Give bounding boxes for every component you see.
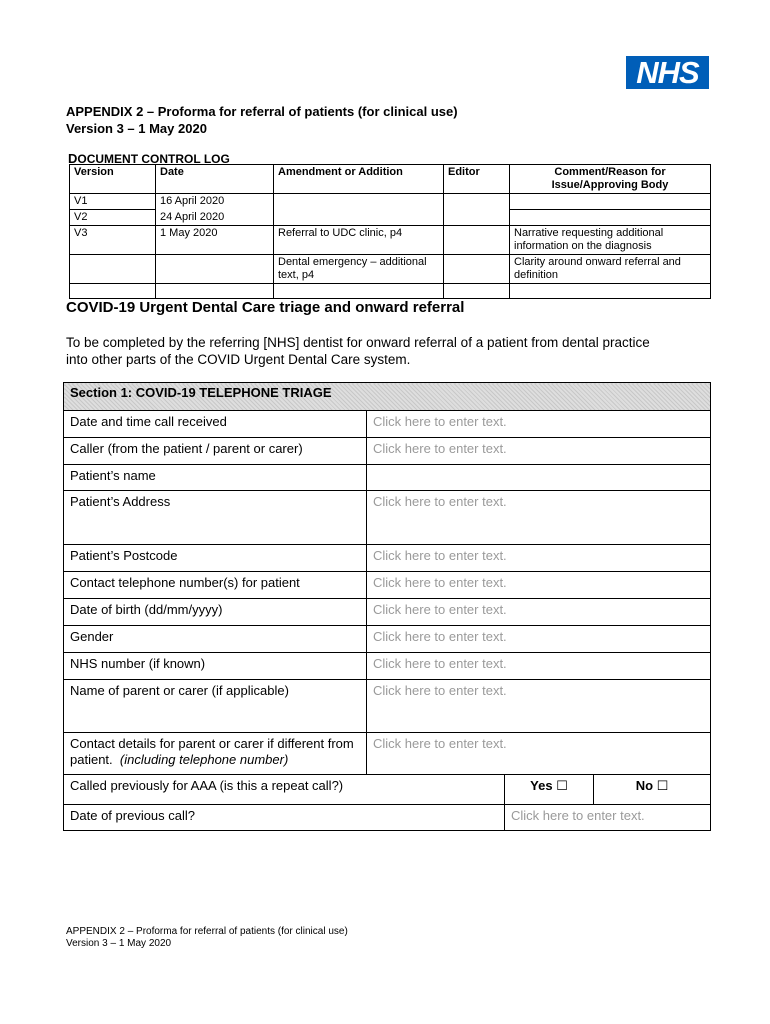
col-header-version: Version: [70, 165, 156, 194]
parent-contact-input[interactable]: Click here to enter text.: [367, 733, 711, 775]
nhs-logo: NHS: [626, 56, 709, 89]
editor-cell: [444, 284, 510, 299]
comment-cell: [510, 210, 711, 226]
caller-input[interactable]: Click here to enter text.: [367, 438, 711, 465]
col-header-editor: Editor: [444, 165, 510, 194]
col-header-date: Date: [156, 165, 274, 194]
postcode-input[interactable]: Click here to enter text.: [367, 545, 711, 572]
footer-version: Version 3 – 1 May 2020: [66, 938, 172, 949]
date-cell: 1 May 2020: [156, 226, 274, 255]
amendment-cell: [274, 284, 444, 299]
editor-cell: [444, 226, 510, 255]
table-row: [70, 284, 711, 299]
field-label-gender: Gender: [64, 626, 367, 653]
field-label-call-received: Date and time call received: [64, 411, 367, 438]
comment-cell: Clarity around onward referral and definition: [510, 255, 711, 284]
comment-cell: Narrative requesting additional information on the diagnosis: [510, 226, 711, 255]
parent-contact-note: (including telephone number): [119, 752, 289, 767]
date-cell: [156, 284, 274, 299]
document-version: Version 3 – 1 May 2020: [66, 121, 207, 136]
version-cell: V1: [70, 194, 156, 210]
field-label-dob: Date of birth (dd/mm/yyyy): [64, 599, 367, 626]
date-cell: 16 April 2020: [156, 194, 274, 210]
field-label-caller: Caller (from the patient / parent or carer): [64, 438, 367, 465]
previous-call-input[interactable]: Click here to enter text.: [505, 805, 711, 831]
triage-form-table: [63, 382, 711, 831]
field-label-patient-address: Patient’s Address: [64, 491, 367, 545]
field-label-contact-phone: Contact telephone number(s) for patient: [64, 572, 367, 599]
gender-input[interactable]: Click here to enter text.: [367, 626, 711, 653]
call-received-input[interactable]: Click here to enter text.: [367, 411, 711, 438]
parent-contact-text: Contact details for parent or carer if different from patient.: [70, 736, 354, 767]
control-log-title-rest: OCUMENT CONTROL LOG: [77, 152, 230, 166]
control-log-title-cap: D: [68, 151, 78, 166]
table-row: [70, 194, 711, 210]
control-log-table: [69, 164, 711, 299]
col-header-amendment: Amendment or Addition: [274, 165, 444, 194]
field-label-repeat-call: Called previously for AAA (is this a repeat call?): [64, 775, 505, 805]
col-header-comment: Comment/Reason for Issue/Approving Body: [510, 165, 711, 194]
field-label-nhs-number: NHS number (if known): [64, 653, 367, 680]
table-row: [70, 210, 711, 226]
control-log-header-row: [70, 165, 711, 194]
nhs-number-input[interactable]: Click here to enter text.: [367, 653, 711, 680]
field-label-postcode: Patient’s Postcode: [64, 545, 367, 572]
field-label-previous-call: Date of previous call?: [64, 805, 505, 831]
editor-cell: [444, 210, 510, 226]
section-header: Section 1: COVID-19 TELEPHONE TRIAGE: [64, 383, 711, 411]
document-title: APPENDIX 2 – Proforma for referral of patients (for clinical use): [66, 104, 458, 119]
parent-name-input[interactable]: Click here to enter text.: [367, 680, 711, 733]
version-cell: V3: [70, 226, 156, 255]
amendment-cell: [274, 210, 444, 226]
editor-cell: [444, 194, 510, 210]
footer-title: APPENDIX 2 – Proforma for referral of patients (for clinical use): [66, 926, 348, 937]
no-checkbox[interactable]: No ☐: [594, 775, 711, 805]
amendment-cell: [274, 194, 444, 210]
patient-name-input[interactable]: [367, 465, 711, 491]
amendment-cell: Referral to UDC clinic, p4: [274, 226, 444, 255]
editor-cell: [444, 255, 510, 284]
version-cell: V2: [70, 210, 156, 226]
version-cell: [70, 284, 156, 299]
patient-address-input[interactable]: Click here to enter text.: [367, 491, 711, 545]
date-cell: 24 April 2020: [156, 210, 274, 226]
version-cell: [70, 255, 156, 284]
comment-cell: [510, 194, 711, 210]
field-label-patient-name: Patient’s name: [64, 465, 367, 491]
yes-checkbox[interactable]: Yes ☐: [505, 775, 594, 805]
intro-paragraph: To be completed by the referring [NHS] dentist for onward referral of a patient from dental practice into other parts of the COVID Urgent Dental Care system.: [66, 335, 650, 367]
comment-cell: [510, 284, 711, 299]
amendment-cell: Dental emergency – additional text, p4: [274, 255, 444, 284]
field-label-parent-contact: [64, 733, 367, 775]
table-row: [70, 255, 711, 284]
table-row: [70, 226, 711, 255]
page-title: COVID-19 Urgent Dental Care triage and onward referral: [66, 299, 465, 316]
date-cell: [156, 255, 274, 284]
field-label-parent-name: Name of parent or carer (if applicable): [64, 680, 367, 733]
contact-phone-input[interactable]: Click here to enter text.: [367, 572, 711, 599]
dob-input[interactable]: Click here to enter text.: [367, 599, 711, 626]
